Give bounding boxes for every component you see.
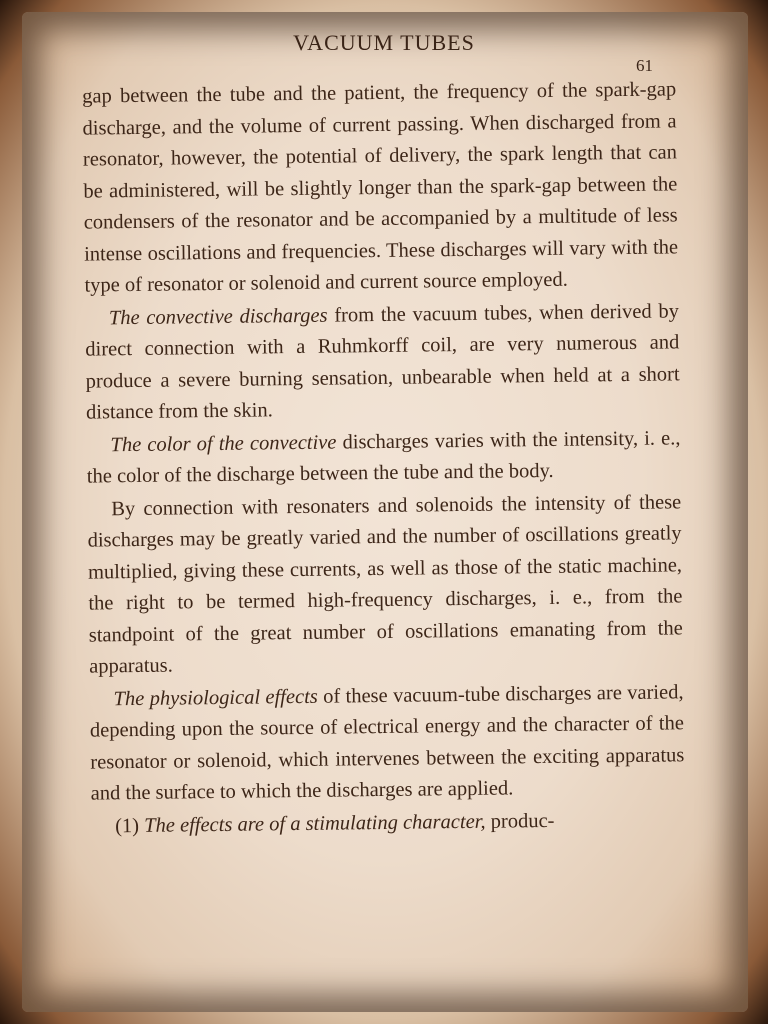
paragraph-2-text: from the vacuum tubes, when derived by direct connection with a Ruhmkorff coil, are very numerous and produce a severe burning sensation, unbearable when held at a short distance from the skin. bbox=[85, 299, 680, 424]
paragraph-3-text: discharges varies with the intensity, i. e., the color of the discharge between the tube and the body. bbox=[86, 426, 681, 488]
running-head: VACUUM TUBES bbox=[293, 30, 475, 55]
paragraph-6-prefix: (1) bbox=[114, 814, 145, 837]
paragraph-1 bbox=[82, 74, 679, 302]
paragraph-6-text: produc- bbox=[485, 809, 555, 833]
page-body-text bbox=[82, 74, 685, 842]
paragraph-1-text: gap between the tube and the patient, the frequency of the spark-gap discharge, and the volume of current passing. When discharged from a resonator, however, the potential of delivery, the spark length that can be administered, will be slightly longer than the spark-gap between the condensers of the resonator and be accompanied by a multitude of less intense oscillations and frequencies. These discharges will vary with the type of resonator or solenoid and current source employed. bbox=[82, 78, 679, 297]
paragraph-3-italic: The color of the convective bbox=[110, 431, 337, 456]
page-number: 61 bbox=[636, 56, 653, 75]
paragraph-5 bbox=[89, 677, 684, 810]
paragraph-5-italic: The physiological effects bbox=[113, 685, 318, 710]
paragraph-3 bbox=[86, 423, 681, 493]
paragraph-4 bbox=[87, 487, 683, 683]
paragraph-2-italic: The convective discharges bbox=[108, 304, 328, 329]
paragraph-4-text: By connection with resonaters and solenoids the intensity of these discharges may be greatly varied and the number of oscillations greatly multiplied, giving these currents, as well as those of the static machine, the right to be termed high-frequency discharges, i. e., from the standpoint of the great number of oscillations emanating from the apparatus. bbox=[87, 490, 683, 678]
paragraph-2 bbox=[85, 296, 680, 429]
paragraph-5-text: of these vacuum-tube discharges are varied, depending upon the source of electrical energy and the character of the resonator or solenoid, which intervenes between the exciting apparatus and the surface to which the discharges are applied. bbox=[89, 680, 685, 805]
paragraph-6-italic: The effects are of a stimulating character, bbox=[144, 810, 486, 837]
